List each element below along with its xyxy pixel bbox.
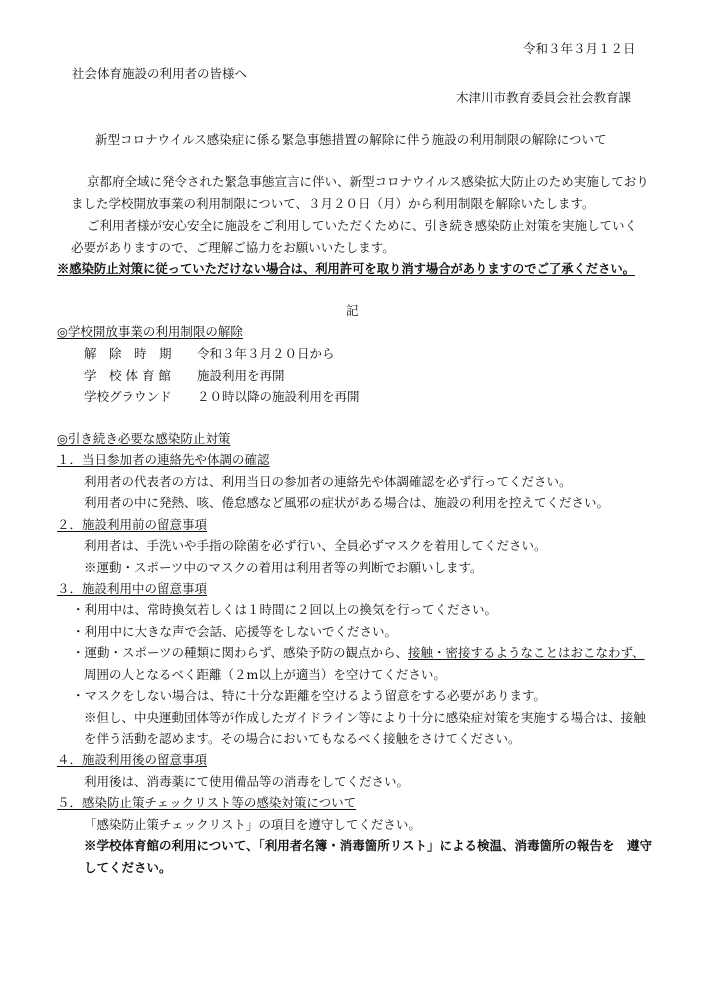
section-a-heading: ◎学校開放事業の利用制限の解除 <box>57 324 243 339</box>
item-3-bullet-3-line-2: 周囲の人となるべく距離（２m以上が適当）を空けてください。 <box>84 667 446 682</box>
item-4-line-1: 利用後は、消毒薬にて使用備品等の消毒をしてください。 <box>84 774 410 789</box>
item-3-bullet-3-underlined: 接触・密接するようなことはおこなわず、 <box>408 645 645 660</box>
item-5-heading: ５．感染防止策チェックリスト等の感染対策について <box>57 795 357 810</box>
item-2-heading: ２．施設利用前の留意事項 <box>57 517 208 532</box>
document-title: 新型コロナウイルス感染症に係る緊急事態措置の解除に伴う施設の利用制限の解除について <box>95 132 607 147</box>
item-1-line-2: 利用者の中に発熱、咳、倦怠感など風邪の症状がある場合は、施設の利用を控えてください。 <box>84 495 610 510</box>
sender: 木津川市教育委員会社会教育課 <box>456 90 632 105</box>
item-3-note-line-1: ※但し、中央運動団体等が作成したガイドライン等により十分に感染症対策を実施する場合は、接触 <box>84 710 646 725</box>
addressee: 社会体育施設の利用者の皆様へ <box>72 66 248 81</box>
item-1-heading: １．当日参加者の連絡先や体調の確認 <box>57 452 270 467</box>
ki-marker: 記 <box>346 303 359 318</box>
intro-paragraph-2-line-2: 必要がありますので、ご理解ご協力をお願いいたします。 <box>71 240 395 255</box>
item-4-heading: ４．施設利用後の留意事項 <box>57 752 208 767</box>
item-1-line-1: 利用者の代表者の方は、利用当日の参加者の連絡先や体調確認を必ず行ってください。 <box>84 474 572 489</box>
item-5-bold-line-1: ※学校体育館の利用について、「利用者名簿・消毒箇所リスト」による検温、消毒箇所の報告を 遵守 <box>84 838 653 853</box>
document-date: 令和３年３月１２日 <box>523 41 636 56</box>
section-b-heading: ◎引き続き必要な感染防止対策 <box>57 431 231 446</box>
row-value-period: 令和３年３月２０日から <box>197 346 335 361</box>
item-3-bullet-3-text: ・運動・スポーツの種類に関わらず、感染予防の観点から、 <box>72 645 409 660</box>
item-2-line-1: 利用者は、手洗いや手指の除菌を必ず行い、全員必ずマスクを着用してください。 <box>84 538 547 553</box>
intro-paragraph-1-line-2: ました学校開放事業の利用制限について、３月２０日（月）から利用制限を解除いたします。 <box>71 196 595 211</box>
item-3-bullet-4: ・マスクをしない場合は、特に十分な距離を空けるよう留意をする必要があります。 <box>72 688 547 703</box>
item-3-note-line-2: を伴う活動を認めます。その場合においてもなるべく接触をさけてください。 <box>84 731 521 746</box>
item-5-bold-line-2: してください。 <box>84 860 172 875</box>
item-3-bullet-1: ・利用中は、常時換気若しくは１時間に２回以上の換気を行ってください。 <box>72 602 498 617</box>
row-value-ground: ２０時以降の施設利用を再開 <box>197 389 360 404</box>
row-label-ground: 学校グラウンド <box>84 389 172 404</box>
warning-notice: ※感染防止対策に従っていただけない場合は、利用許可を取り消す場合がありますのでご了承ください。 <box>57 261 635 276</box>
intro-paragraph-2-line-1: ご利用者様が安心安全に施設をご利用していただくために、引き続き感染防止対策を実施していく <box>87 218 638 233</box>
item-3-bullet-2: ・利用中に大きな声で会話、応援等をしないでください。 <box>72 624 398 639</box>
item-3-heading: ３．施設利用中の留意事項 <box>57 581 208 596</box>
row-value-gym: 施設利用を再開 <box>197 368 285 383</box>
intro-paragraph-1-line-1: 京都府全域に発令された緊急事態宣言に伴い、新型コロナウイルス感染拡大防止のため実施しており <box>87 174 649 189</box>
item-3-bullet-3 <box>72 645 645 661</box>
row-label-gym: 学 校 体 育 館 <box>84 368 171 383</box>
item-2-line-2: ※運動・スポーツ中のマスクの着用は利用者等の判断でお願いします。 <box>84 560 483 575</box>
item-5-line-1: 「感染防止策チェックリスト」の項目を遵守してください。 <box>84 817 421 832</box>
row-label-period: 解 除 時 期 <box>84 346 172 361</box>
